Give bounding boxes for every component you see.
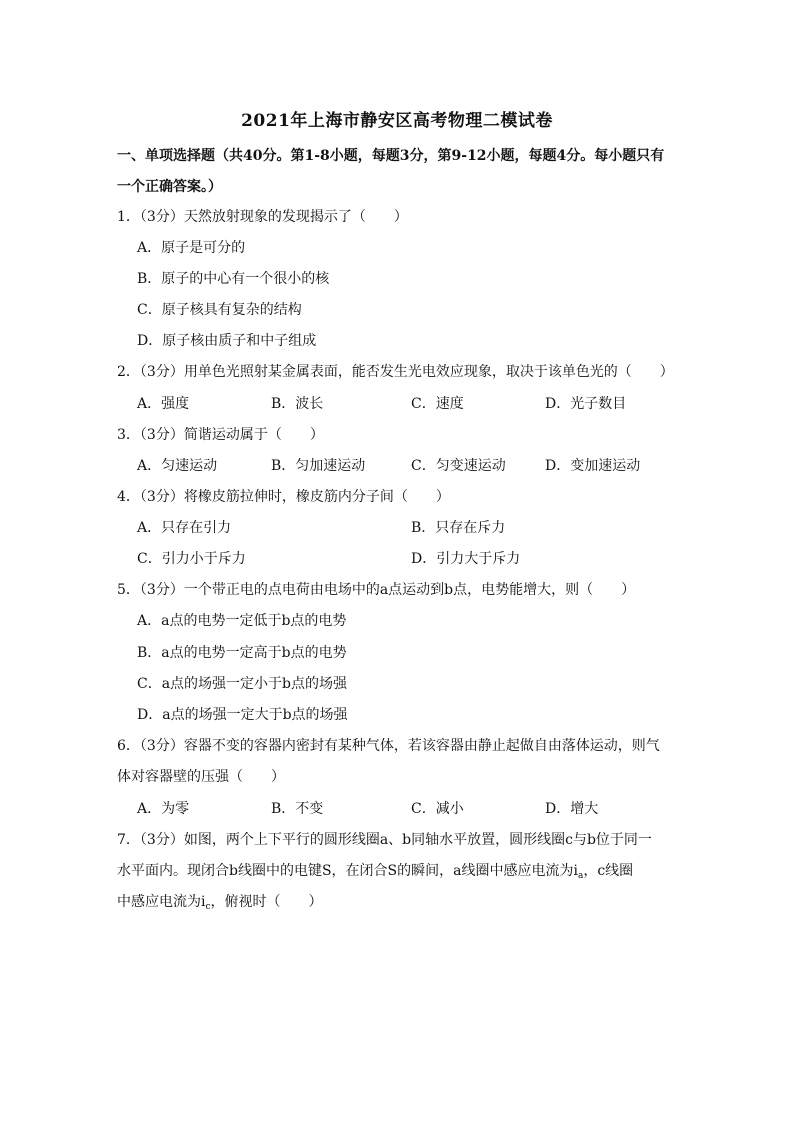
question-2-option-c: C．速度 bbox=[411, 396, 464, 412]
current-subscript-c: c bbox=[205, 902, 211, 912]
question-6-option-c: C．减小 bbox=[411, 801, 464, 817]
question-7-stem-line2-text: 水平面内。现闭合b线圈中的电键S，在闭合S的瞬间，a线圈中感应电流为i bbox=[117, 863, 578, 879]
question-1-option-a: A．原子是可分的 bbox=[137, 240, 246, 256]
question-7-stem-line3 bbox=[117, 892, 323, 917]
question-1-option-d: D．原子核由质子和中子组成 bbox=[137, 333, 317, 349]
question-3-option-a: A．匀速运动 bbox=[137, 458, 218, 474]
question-2-option-a: A．强度 bbox=[137, 396, 190, 412]
question-4-option-a: A．只存在引力 bbox=[137, 520, 232, 536]
question-3-option-d: D．变加速运动 bbox=[545, 458, 641, 474]
page-title: 2021年上海市静安区高考物理二模试卷 bbox=[241, 111, 553, 131]
question-4-option-d: D．引力大于斥力 bbox=[411, 551, 521, 567]
question-1-option-b: B．原子的中心有一个很小的核 bbox=[137, 271, 330, 287]
question-3-option-b: B．匀加速运动 bbox=[271, 458, 366, 474]
question-1-option-c: C．原子核具有复杂的结构 bbox=[137, 302, 302, 318]
question-2-option-b: B．波长 bbox=[271, 396, 324, 412]
section-heading-line1: 一、单项选择题（共40分。第1-8小题，每题3分，第9-12小题，每题4分。每小题只有 bbox=[117, 148, 665, 164]
question-7-stem-line2 bbox=[117, 861, 633, 886]
question-5-option-b: B．a点的电势一定高于b点的电势 bbox=[137, 645, 347, 661]
question-7-stem-line1: 7．（3分）如图，两个上下平行的圆形线圈a、b同轴水平放置，圆形线圈c与b位于同一 bbox=[117, 832, 652, 848]
current-subscript-a: a bbox=[577, 871, 584, 881]
question-6-option-a: A．为零 bbox=[137, 801, 190, 817]
question-6-option-b: B．不变 bbox=[271, 801, 324, 817]
question-4-option-c: C．引力小于斥力 bbox=[137, 551, 246, 567]
question-2-option-d: D．光子数目 bbox=[545, 396, 627, 412]
question-6-stem-line1: 6．（3分）容器不变的容器内密封有某种气体，若该容器由静止起做自由落体运动，则气 bbox=[117, 738, 660, 754]
question-7-stem-line2-tail: ，c线圈 bbox=[583, 863, 634, 879]
question-3-option-c: C．匀变速运动 bbox=[411, 458, 506, 474]
question-4-stem: 4．（3分）将橡皮筋拉伸时，橡皮筋内分子间（ ） bbox=[117, 489, 450, 505]
question-7-stem-line3-text: 中感应电流为i bbox=[117, 894, 206, 910]
question-3-stem: 3．（3分）简谐运动属于（ ） bbox=[117, 427, 324, 443]
question-5-stem: 5．（3分）一个带正电的点电荷由电场中的a点运动到b点，电势能增大，则（ ） bbox=[117, 582, 636, 598]
question-5-option-a: A．a点的电势一定低于b点的电势 bbox=[137, 613, 347, 629]
question-2-stem: 2．（3分）用单色光照射某金属表面，能否发生光电效应现象，取决于该单色光的（ ） bbox=[117, 364, 674, 380]
question-5-option-d: D．a点的场强一定大于b点的场强 bbox=[137, 707, 348, 723]
question-4-option-b: B．只存在斥力 bbox=[411, 520, 506, 536]
question-6-option-d: D．增大 bbox=[545, 801, 599, 817]
question-7-stem-line3-tail: ，俯视时（ ） bbox=[210, 894, 323, 910]
question-6-stem-line2: 体对容器壁的压强（ ） bbox=[117, 769, 285, 785]
section-heading-line2: 一个正确答案。） bbox=[117, 179, 222, 195]
question-1-stem: 1．（3分）天然放射现象的发现揭示了（ ） bbox=[117, 209, 408, 225]
question-5-option-c: C．a点的场强一定小于b点的场强 bbox=[137, 676, 348, 692]
